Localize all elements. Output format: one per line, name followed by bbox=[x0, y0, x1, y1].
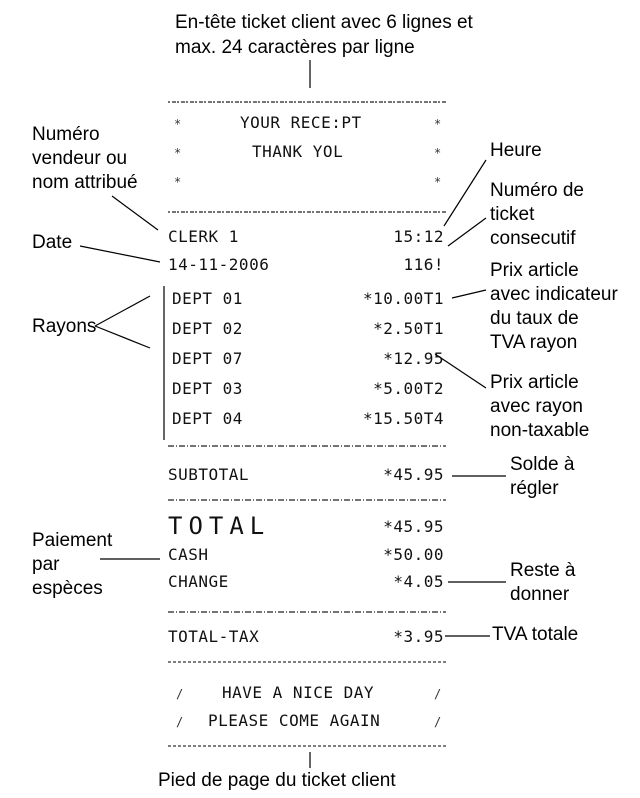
label-tva-totale: TVA totale bbox=[492, 624, 579, 645]
label-prix-tva-line4: TVA rayon bbox=[490, 332, 578, 353]
label-header-line2: max. 24 caractères par ligne bbox=[175, 37, 415, 58]
label-footer: Pied de page du ticket client bbox=[158, 770, 396, 791]
receipt-slash-mark: / bbox=[176, 715, 184, 729]
receipt-subtotal-label: SUBTOTAL bbox=[168, 465, 250, 484]
receipt-clerk: CLERK 1 bbox=[168, 227, 239, 246]
label-prix-tva-line3: du taux de bbox=[490, 308, 579, 329]
receipt-corner-mark: * bbox=[174, 117, 182, 131]
label-paiement-line3: espèces bbox=[32, 578, 103, 599]
label-rayons: Rayons bbox=[32, 316, 97, 337]
label-heure: Heure bbox=[490, 140, 542, 161]
label-solde-line1: Solde à bbox=[510, 454, 575, 475]
receipt-corner-mark: * bbox=[434, 175, 442, 189]
receipt-dept-label: DEPT 04 bbox=[172, 409, 243, 428]
receipt-dept-price: *15.50T4 bbox=[362, 409, 444, 428]
receipt-total-value: *45.95 bbox=[383, 517, 444, 536]
receipt-slash-mark: / bbox=[434, 687, 442, 701]
label-solde-line2: régler bbox=[510, 478, 559, 499]
leader-heure bbox=[444, 160, 486, 226]
receipt-time: 15:12 bbox=[393, 227, 444, 246]
label-prix-tva-line2: avec indicateur bbox=[490, 284, 618, 305]
receipt-footer-line1: HAVE A NICE DAY bbox=[222, 683, 374, 702]
receipt-corner-mark: * bbox=[434, 146, 442, 160]
receipt-cash-label: CASH bbox=[168, 545, 209, 564]
receipt-slash-mark: / bbox=[176, 687, 184, 701]
receipt-dept-label: DEPT 07 bbox=[172, 349, 243, 368]
label-prix-tva-line1: Prix article bbox=[490, 260, 579, 281]
label-reste-line2: donner bbox=[510, 584, 570, 605]
receipt-header-line2: THANK YOL bbox=[252, 142, 344, 161]
label-seller-line2: vendeur ou bbox=[32, 148, 128, 169]
receipt-header-line1: YOUR RECE:PT bbox=[240, 113, 362, 132]
receipt-corner-mark: * bbox=[434, 117, 442, 131]
receipt-dept-price: *2.50T1 bbox=[373, 319, 444, 338]
label-ticket-no-line3: consecutif bbox=[490, 228, 576, 249]
label-date: Date bbox=[32, 232, 73, 253]
label-paiement-line1: Paiement bbox=[32, 530, 113, 551]
leader-rayons-a bbox=[95, 326, 150, 348]
label-paiement-line2: par bbox=[32, 554, 60, 575]
receipt-dept-label: DEPT 01 bbox=[172, 289, 243, 308]
receipt-dept-price: *12.95 bbox=[383, 349, 444, 368]
leader-rayons-b bbox=[95, 296, 150, 326]
receipt-tax-label: TOTAL-TAX bbox=[168, 627, 260, 646]
receipt bbox=[164, 102, 446, 746]
receipt-slash-mark: / bbox=[434, 715, 442, 729]
receipt-total-label: TOTAL bbox=[168, 512, 271, 540]
receipt-change-label: CHANGE bbox=[168, 572, 229, 591]
receipt-dept-label: DEPT 02 bbox=[172, 319, 243, 338]
receipt-dept-price: *5.00T2 bbox=[373, 379, 444, 398]
receipt-cash-value: *50.00 bbox=[383, 545, 444, 564]
leader-date bbox=[80, 246, 160, 262]
label-prix-nontax-line1: Prix article bbox=[490, 372, 579, 393]
label-seller-line3: nom attribué bbox=[32, 172, 138, 193]
receipt-dept-price: *10.00T1 bbox=[362, 289, 444, 308]
receipt-dept-label: DEPT 03 bbox=[172, 379, 243, 398]
label-prix-nontax-line2: avec rayon bbox=[490, 396, 583, 417]
receipt-tax-value: *3.95 bbox=[393, 627, 444, 646]
receipt-corner-mark: * bbox=[174, 146, 182, 160]
label-ticket-no-line1: Numéro de bbox=[490, 180, 584, 201]
label-header-line1: En-tête ticket client avec 6 lignes et bbox=[175, 12, 473, 33]
receipt-date: 14-11-2006 bbox=[168, 255, 270, 274]
label-prix-nontax-line3: non-taxable bbox=[490, 420, 590, 441]
label-reste-line1: Reste à bbox=[510, 560, 576, 581]
receipt-footer-line2: PLEASE COME AGAIN bbox=[208, 711, 381, 730]
leader-ticket-no bbox=[448, 218, 486, 246]
receipt-ticket-number: 116! bbox=[403, 255, 444, 274]
receipt-change-value: *4.05 bbox=[393, 572, 444, 591]
label-ticket-no-line2: ticket bbox=[490, 204, 535, 225]
leader-seller bbox=[112, 196, 158, 230]
receipt-corner-mark: * bbox=[174, 175, 182, 189]
leader-prix-tva bbox=[452, 290, 486, 298]
label-seller-line1: Numéro bbox=[32, 124, 100, 145]
receipt-subtotal-value: *45.95 bbox=[383, 465, 444, 484]
